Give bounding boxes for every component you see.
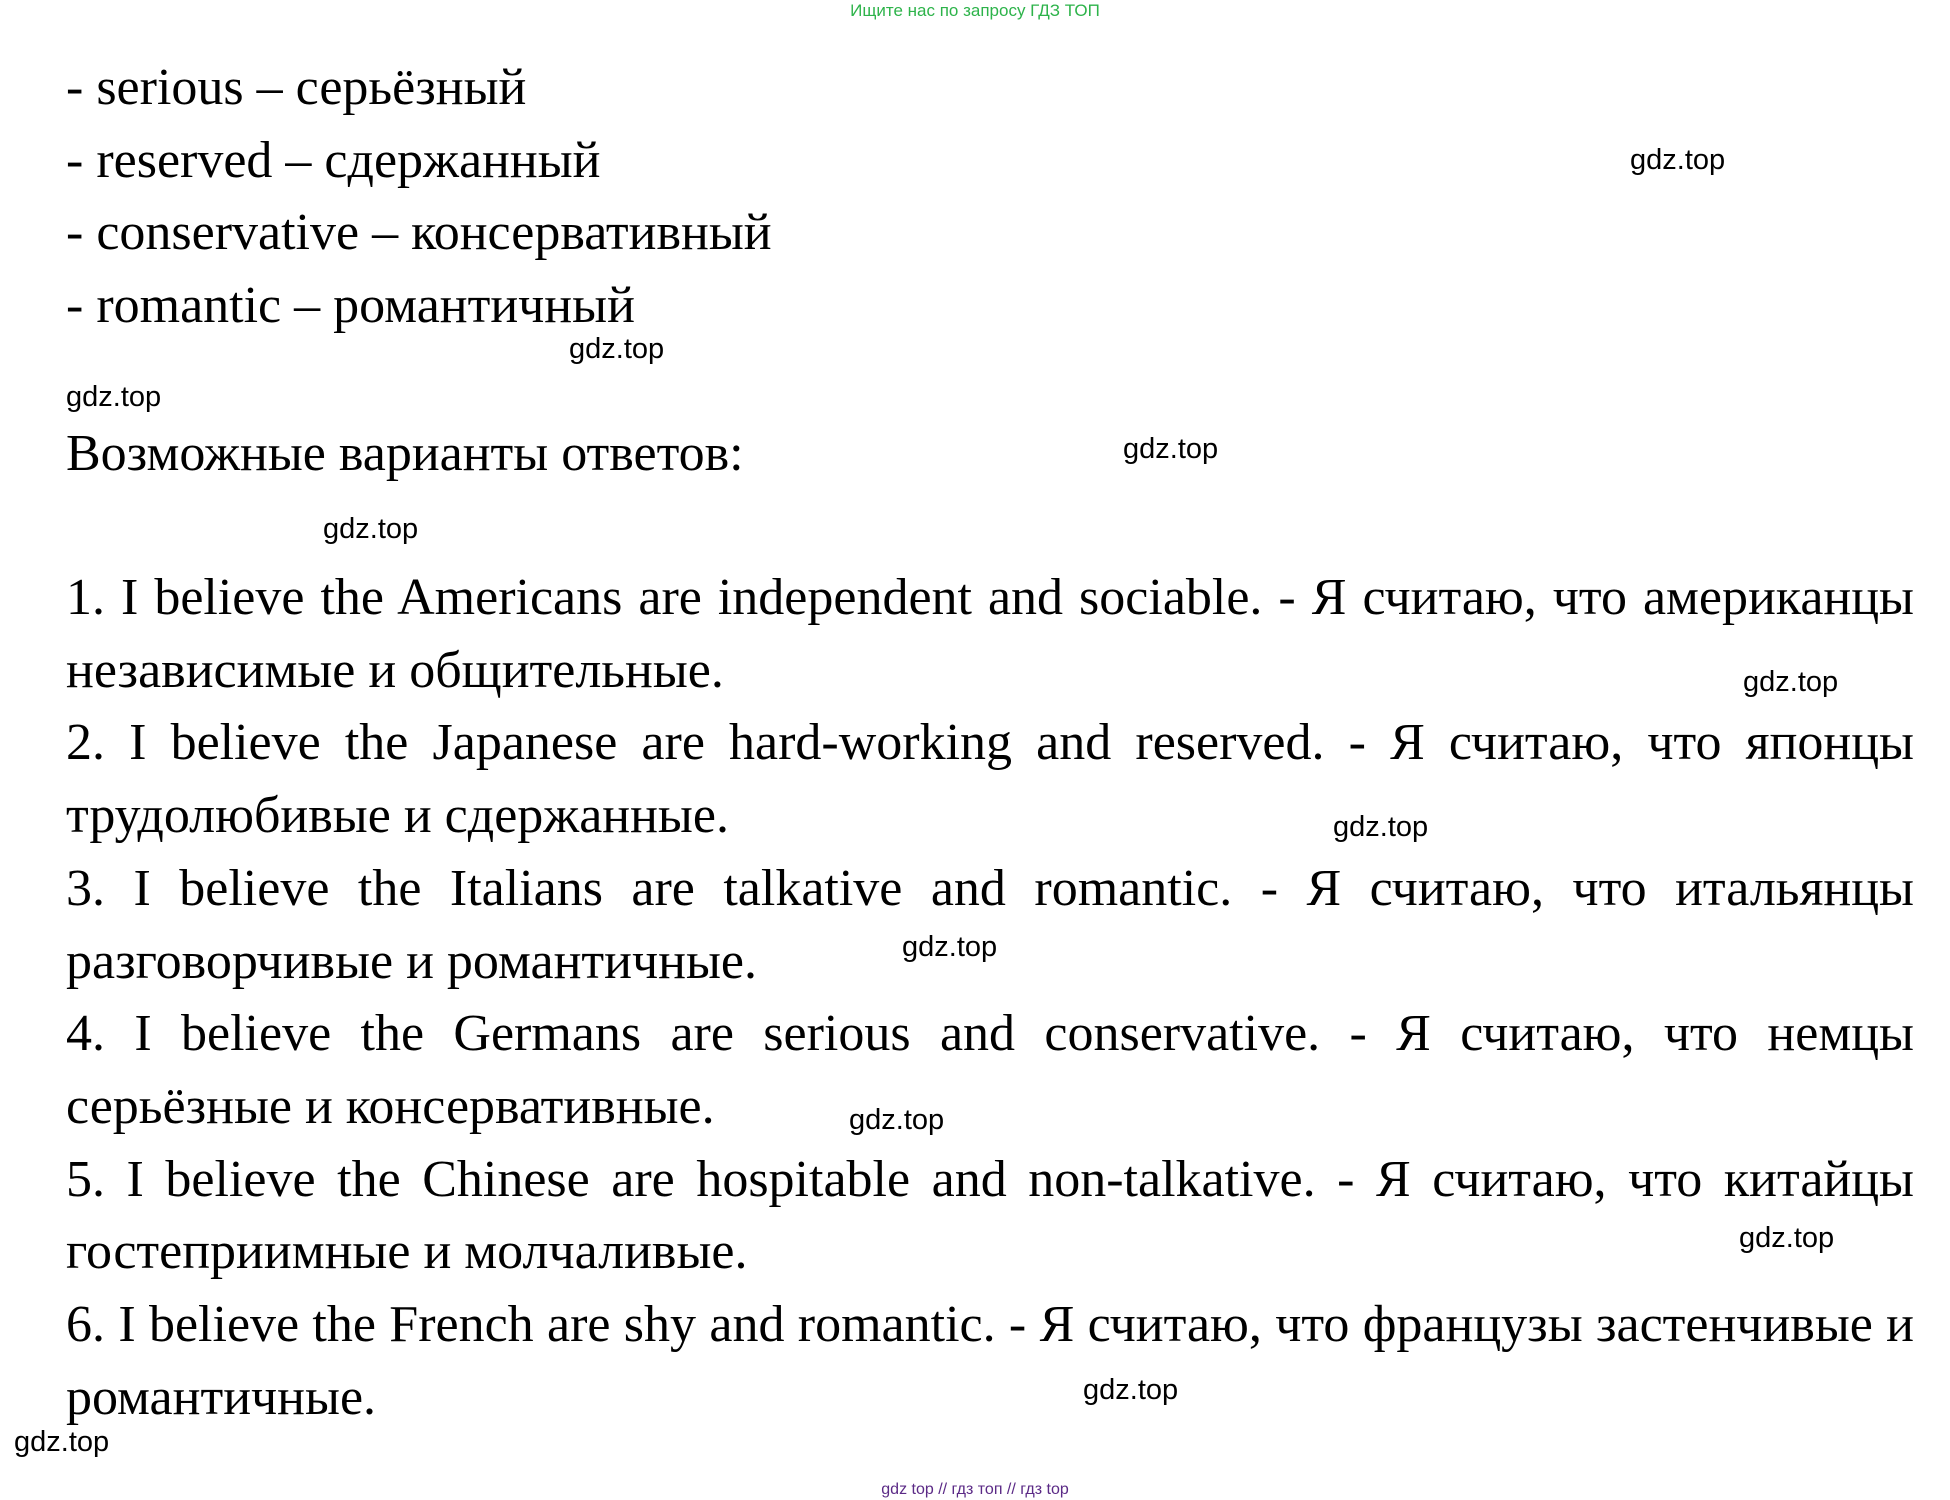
watermark: gdz.top bbox=[1630, 144, 1726, 176]
footer-links[interactable]: gdz top // гдз топ // гдз top bbox=[881, 1481, 1069, 1498]
vocab-item-conservative: - conservative – консервативный bbox=[66, 204, 772, 261]
vocab-item-romantic: - romantic – романтичный bbox=[66, 276, 635, 334]
answer-item-1: 1. I believe the Americans are independent and sociable. - Я считаю, что американцы независимые и общительные. bbox=[66, 569, 1914, 699]
watermark: gdz.top bbox=[1739, 1222, 1835, 1254]
watermark: gdz.top bbox=[66, 381, 162, 413]
watermark: gdz.top bbox=[1333, 811, 1429, 843]
watermark: gdz.top bbox=[14, 1426, 110, 1458]
vocabulary-list bbox=[66, 52, 772, 342]
answer-item-2: 2. I believe the Japanese are hard-working and reserved. - Я считаю, что японцы трудолюбивые и сдержанные. bbox=[66, 714, 1914, 845]
answers-heading: Возможные варианты ответов: bbox=[66, 425, 744, 482]
watermark: gdz.top bbox=[1083, 1374, 1179, 1406]
watermark: gdz.top bbox=[323, 513, 419, 545]
answer-item-5: 5. I believe the Chinese are hospitable and non-talkative. - Я считаю, что китайцы гостеприимные и молчаливые. bbox=[66, 1150, 1914, 1281]
answer-item-3: 3. I believe the Italians are talkative and romantic. - Я считаю, что итальянцы разговорчивые и романтичные. bbox=[66, 859, 1914, 990]
vocab-item-reserved: - reserved – сдержанный bbox=[66, 131, 601, 189]
answer-item-6: 6. I believe the French are shy and romantic. - Я считаю, что французы застенчивые и романтичные. bbox=[66, 1296, 1914, 1426]
vocab-item-serious: - serious – серьёзный bbox=[66, 59, 527, 116]
watermark: gdz.top bbox=[902, 931, 998, 963]
answer-item-4: 4. I believe the Germans are serious and conservative. - Я считаю, что немцы серьёзные и консервативные. bbox=[66, 1005, 1914, 1135]
watermark: gdz.top bbox=[1743, 666, 1839, 698]
answers-list bbox=[66, 562, 1914, 1434]
watermark: gdz.top bbox=[569, 333, 665, 365]
top-banner: Ищите нас по запросу ГДЗ ТОП bbox=[850, 1, 1100, 20]
watermark: gdz.top bbox=[849, 1104, 945, 1136]
watermark: gdz.top bbox=[1123, 433, 1219, 465]
